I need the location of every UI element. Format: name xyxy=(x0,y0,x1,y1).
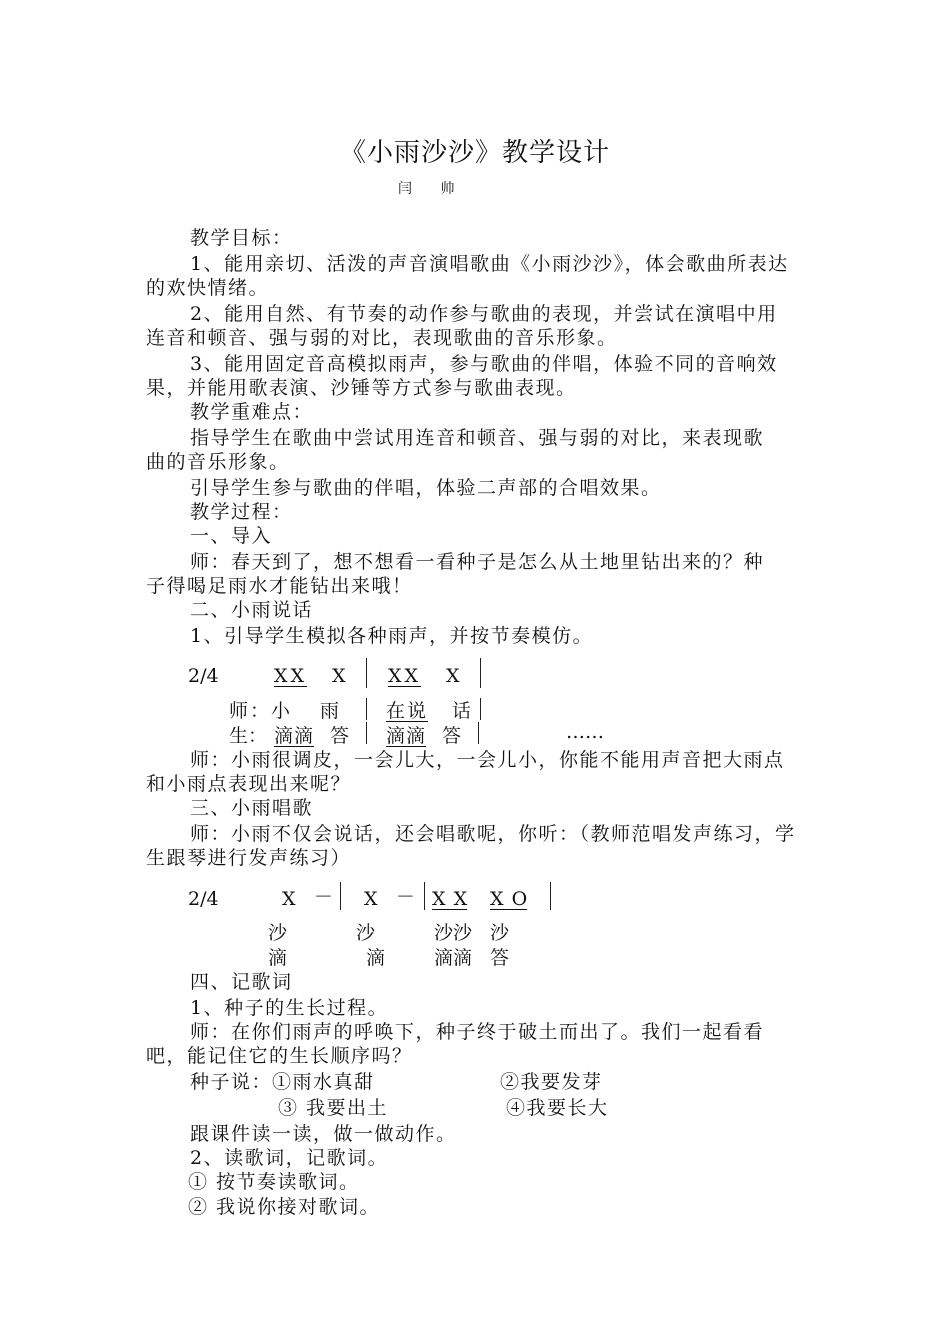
lyric-word: 雨 xyxy=(320,700,340,722)
key-1-line-2: 曲的音乐形象。 xyxy=(146,451,290,473)
goal-1-line-1: 1、能用亲切、活泼的声音演唱歌曲《小雨沙沙》，体会歌曲所表达 xyxy=(190,253,789,275)
section-2-text-line-1: 师：小雨很调皮，一会儿大，一会儿小，你能不能用声音把大雨点 xyxy=(190,749,785,771)
key-heading: 教学重难点： xyxy=(190,401,314,423)
bar-line xyxy=(480,658,481,688)
goal-3-line-1: 3、能用固定音高模拟雨声，参与歌曲的伴唱，体验不同的音响效 xyxy=(190,353,778,375)
section-4-text-line-1: 师：在你们雨声的呼唤下，种子终于破土而出了。我们一起看看 xyxy=(190,1021,765,1043)
seed-step-2: ②我要发芽 xyxy=(500,1071,603,1093)
rhythm-note: X xyxy=(332,665,346,687)
rhythm-note: XX xyxy=(388,665,422,687)
key-1-line-1: 指导学生在歌曲中尝试用连音和顿音、强与弱的对比，来表现歌 xyxy=(190,427,765,449)
lyric-word: 答 xyxy=(490,947,510,969)
section-4-item-1: 1、种子的生长过程。 xyxy=(190,997,389,1019)
goal-1-line-2: 的欢快情绪。 xyxy=(146,277,270,299)
bar-line xyxy=(424,882,425,910)
goal-2-line-1: 2、能用自然、有节奏的动作参与歌曲的表现，并尝试在演唱中用 xyxy=(190,303,778,325)
lyric-word: 沙 xyxy=(490,922,510,944)
lyric-word: 滴 xyxy=(366,947,386,969)
time-signature: 2/4 xyxy=(188,665,219,687)
lyric-word: 滴滴 xyxy=(386,725,427,747)
section-4-heading: 四、记歌词 xyxy=(190,971,293,993)
section-4-item-2-step-2: ② 我说你接对歌词。 xyxy=(188,1196,381,1218)
section-2-item-1: 1、引导学生模拟各种雨声，并按节奏模仿。 xyxy=(190,625,594,647)
time-signature: 2/4 xyxy=(188,888,219,910)
seed-step-3: ③ 我要出土 xyxy=(278,1097,389,1119)
rhythm-note: X xyxy=(364,888,378,910)
bar-line xyxy=(366,722,367,744)
rhythm-dash: － xyxy=(396,886,416,908)
rhythm-note: X O xyxy=(490,888,528,910)
bar-line xyxy=(366,658,367,688)
goal-3-line-2: 果，并能用歌表演、沙锤等方式参与歌曲表现。 xyxy=(146,377,577,399)
section-4-item-2: 2、读歌词，记歌词。 xyxy=(190,1147,389,1169)
key-2: 引导学生参与歌曲的伴唱，体验二声部的合唱效果。 xyxy=(190,477,662,499)
lyric-word: 沙沙 xyxy=(434,922,473,944)
student-lyric-label: 生： xyxy=(229,725,268,747)
section-2-text-line-2: 和小雨点表现出来呢？ xyxy=(146,773,352,795)
lyric-word: 滴 xyxy=(268,947,288,969)
author-name: 闫 帅 xyxy=(398,181,467,197)
section-2-heading: 二、小雨说话 xyxy=(190,599,314,621)
rhythm-note: X xyxy=(446,665,460,687)
lyric-word: 话 xyxy=(452,700,472,722)
lyric-word: 滴滴 xyxy=(274,725,315,747)
section-4-text-line-2: 吧，能记住它的生长顺序吗？ xyxy=(146,1045,413,1067)
lyric-word: 沙 xyxy=(268,922,288,944)
goal-2-line-2: 连音和顿音、强与弱的对比，表现歌曲的音乐形象。 xyxy=(146,327,618,349)
goal-heading: 教学目标： xyxy=(190,227,293,249)
bar-line xyxy=(340,882,341,910)
section-1-text-line-2: 子得喝足雨水才能钻出来哦！ xyxy=(146,575,413,597)
rhythm-note: X X xyxy=(432,888,468,910)
rhythm-dash: － xyxy=(314,886,334,908)
bar-line xyxy=(478,722,479,744)
lyric-word: 沙 xyxy=(356,922,376,944)
lyric-word: 在说 xyxy=(386,700,429,722)
section-3-heading: 三、小雨唱歌 xyxy=(190,797,314,819)
lyric-word: 滴滴 xyxy=(434,947,473,969)
lyric-word: 答 xyxy=(330,725,350,747)
teacher-lyric-label: 师：小 xyxy=(229,700,293,722)
document-title: 《小雨沙沙》教学设计 xyxy=(339,138,610,168)
rhythm-note: XX xyxy=(274,665,308,687)
process-heading: 教学过程： xyxy=(190,501,293,523)
section-1-text-line-1: 师：春天到了，想不想看一看种子是怎么从土地里钻出来的？种 xyxy=(190,551,765,573)
seed-step-4: ④我要长大 xyxy=(506,1097,609,1119)
section-3-text-line-2: 生跟琴进行发声练习） xyxy=(146,847,352,869)
bar-line xyxy=(366,698,367,720)
section-3-text-line-1: 师：小雨不仅会说话，还会唱歌呢，你听：（教师范唱发声练习，学 xyxy=(190,823,796,845)
rhythm-note: X xyxy=(282,888,296,910)
seed-step-1: 种子说：①雨水真甜 xyxy=(190,1071,375,1093)
follow-instruction: 跟课件读一读，做一做动作。 xyxy=(190,1123,457,1145)
lyric-word: 答 xyxy=(442,725,462,747)
ellipsis: …… xyxy=(566,721,604,743)
section-4-item-2-step-1: ① 按节奏读歌词。 xyxy=(188,1171,360,1193)
bar-line xyxy=(550,882,551,910)
section-1-heading: 一、导入 xyxy=(190,525,273,547)
bar-line xyxy=(480,698,481,720)
